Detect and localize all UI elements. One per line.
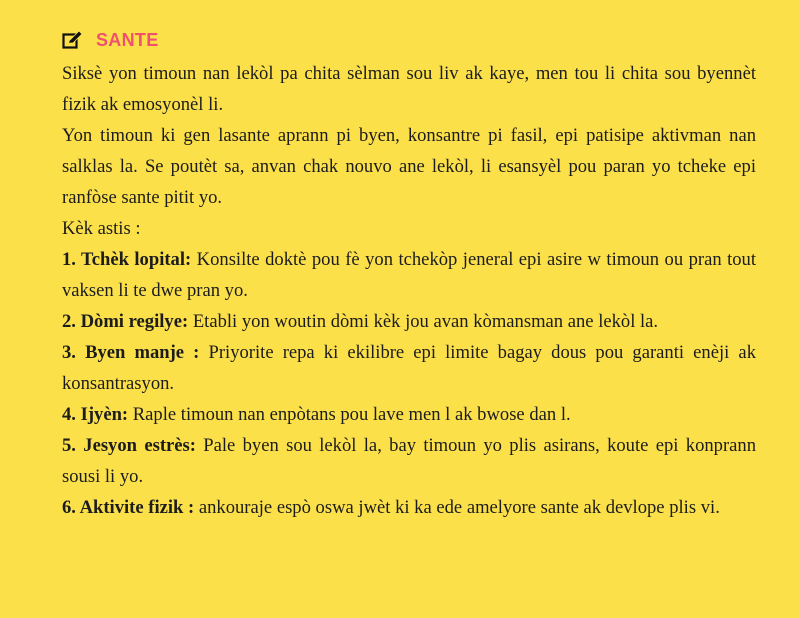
tip-text: ankouraje espò oswa jwèt ki ka ede amelyore sante ak devlope plis vi. [194, 497, 720, 518]
tip-text: Pale byen sou lekòl la, bay timoun yo plis asirans, koute epi konprann sousi li yo. [62, 435, 757, 487]
section-title: SANTE [96, 29, 159, 50]
tip-label: 1. Tchèk lopital: [62, 249, 192, 270]
intro-paragraph-1: Siksè yon timoun nan lekòl pa chita sèlman sou liv ak kaye, men tou li chita sou byennèt fizik ak emosyonèl li. [62, 63, 756, 115]
tip-item [62, 337, 756, 399]
tip-label: 5. Jesyon estrès: [62, 435, 196, 456]
edit-icon [62, 30, 84, 50]
tip-text: Konsilte doktè pou fè yon tchekòp jeneral epi asire w timoun ou pran tout vaksen li te dwe pran yo. [62, 249, 757, 301]
tip-item [62, 399, 756, 430]
tip-label: 2. Dòmi regilye: [62, 311, 189, 332]
tip-text: Priyorite repa ki ekilibre epi limite bagay dous pou garanti enèji ak konsantrasyon. [62, 342, 756, 394]
tip-text: Raple timoun nan enpòtans pou lave men l ak bwose dan l. [128, 404, 571, 425]
tip-item [62, 306, 756, 337]
tip-label: 4. Ijyèn: [62, 404, 129, 425]
intro-paragraph-2: Yon timoun ki gen lasante aprann pi byen, konsantre pi fasil, epi patisipe aktivman nan salklas la. Se poutèt sa, anvan chak nouvo ane lekòl, li esansyèl pou paran yo tcheke epi ranfòse sante pitit yo. [62, 125, 756, 208]
tips-label: Kèk astis : [62, 218, 141, 239]
health-article [62, 26, 756, 523]
tip-label: 3. Byen manje : [62, 342, 200, 363]
tip-item [62, 492, 756, 523]
tip-text: Etabli yon woutin dòmi kèk jou avan kòmansman ane lekòl la. [188, 311, 659, 332]
section-heading [62, 26, 756, 54]
tip-label: 6. Aktivite fizik : [62, 497, 195, 518]
tip-item [62, 244, 756, 306]
tip-item [62, 430, 756, 492]
